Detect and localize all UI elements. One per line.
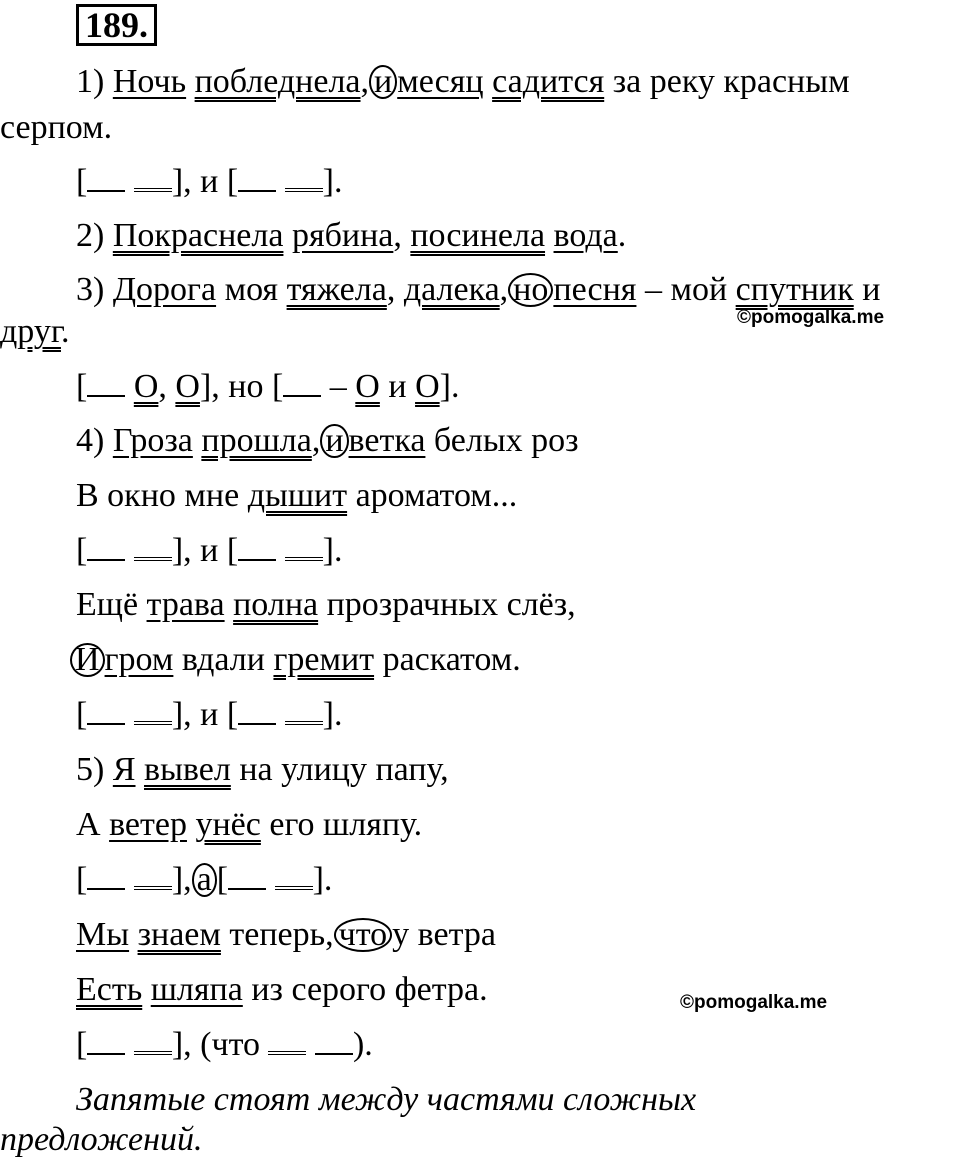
text: белых роз (425, 422, 579, 459)
sentence-5b (76, 805, 422, 845)
punct: , (393, 217, 411, 254)
punct: , (499, 271, 509, 308)
predicate: знаем (137, 916, 221, 953)
bracket: ], но [ (199, 368, 284, 405)
subject-mark (87, 1031, 125, 1055)
text: его шляпу. (260, 806, 423, 843)
text: ароматом... (347, 477, 518, 514)
bracket: ]. (322, 696, 343, 733)
watermark: ©pomogalka.me (737, 307, 885, 328)
predicate-mark (285, 699, 323, 725)
punct: , (311, 422, 321, 459)
schema-5b (76, 1025, 373, 1065)
subject: ветка (348, 422, 426, 459)
subject-mark (283, 373, 321, 397)
subject-mark (87, 168, 125, 192)
bracket: ). (352, 1026, 373, 1063)
text: моя (216, 271, 287, 308)
bracket: ]. (322, 532, 343, 569)
predicate: побледнела (194, 63, 361, 100)
schema-3 (76, 367, 459, 407)
bracket: ]. (312, 861, 333, 898)
bracket: [ (76, 861, 88, 898)
sentence-4d (70, 640, 521, 680)
predicate: вывел (144, 751, 231, 788)
subject-mark (87, 701, 125, 725)
predicate-mark (134, 1029, 172, 1055)
subject-mark (238, 168, 276, 192)
bracket: ], и [ (171, 163, 239, 200)
subject: Мы (76, 916, 130, 953)
sentence-5 (76, 750, 449, 790)
text: вдали (173, 641, 274, 678)
predicate-mark (285, 166, 323, 192)
schema-1 (76, 162, 343, 202)
sentence-5c (76, 915, 496, 955)
predicate: Есть (76, 971, 143, 1008)
subject: Ночь (112, 63, 187, 100)
circled-conjunction: и (320, 424, 348, 458)
sentence-2 (76, 216, 626, 256)
predicate-mark: О (355, 368, 380, 405)
circled-conjunction: и (369, 65, 397, 99)
item-number: 5) (76, 751, 113, 788)
dash: – (321, 368, 356, 405)
bracket: ], (что (171, 1026, 269, 1063)
item-number: 2) (76, 217, 113, 254)
conclusion-line-1: Запятые стоят между частями сложных (76, 1081, 697, 1118)
text: у ветра (392, 916, 496, 953)
bracket: ], и [ (171, 696, 239, 733)
circled-conjunction: а (192, 863, 217, 897)
bracket: [ (76, 163, 88, 200)
subject: гром (104, 641, 174, 678)
sentence-4c (76, 585, 576, 625)
predicate-mark (134, 699, 172, 725)
subject-mark (238, 701, 276, 725)
text: и (853, 271, 881, 308)
text: В окно мне (76, 477, 248, 514)
subject: рябина (291, 217, 394, 254)
punct: , (360, 63, 370, 100)
subject: шляпа (150, 971, 243, 1008)
punct: . (617, 217, 627, 254)
bracket: [ (76, 1026, 88, 1063)
punct: , (386, 271, 404, 308)
subject-mark (228, 866, 266, 890)
bracket: [ (76, 696, 88, 733)
predicate-mark (134, 864, 172, 890)
item-number: 3) (76, 271, 113, 308)
text: за реку красным (604, 63, 850, 100)
text: А (76, 806, 110, 843)
subject: песня (553, 271, 637, 308)
sentence-5d (76, 970, 488, 1010)
predicate-mark (134, 166, 172, 192)
predicate: садится (492, 63, 605, 100)
predicate-mark (285, 535, 323, 561)
circled-conjunction: но (508, 273, 553, 307)
task-number-box: 189. (76, 4, 157, 46)
subject-mark (87, 537, 125, 561)
text: из серого фетра. (242, 971, 488, 1008)
predicate: гремит (273, 641, 375, 678)
item-number: 4) (76, 422, 113, 459)
circled-conjunction: И (70, 643, 105, 677)
watermark: ©pomogalka.me (680, 992, 828, 1013)
subject: Гроза (112, 422, 193, 459)
subject: Я (112, 751, 136, 788)
predicate-mark (268, 1029, 306, 1055)
predicate: полна (233, 586, 319, 623)
text: теперь, (220, 916, 334, 953)
text: и (379, 368, 416, 405)
subject-mark (238, 537, 276, 561)
predicate-mark (134, 535, 172, 561)
bracket: [ (76, 368, 88, 405)
subject-mark (315, 1031, 353, 1055)
predicate: друг (0, 313, 61, 350)
predicate-mark: О (175, 368, 200, 405)
subject: трава (146, 586, 225, 623)
predicate: Покраснела (112, 217, 284, 254)
predicate-mark: О (415, 368, 440, 405)
sentence-1-cont: серпом. (0, 109, 113, 146)
subject: ветер (109, 806, 187, 843)
predicate: посинела (410, 217, 546, 254)
bracket: ], и [ (171, 532, 239, 569)
schema-4a (76, 531, 343, 571)
text: прозрачных слёз, (318, 586, 576, 623)
predicate: далека (403, 271, 500, 308)
sentence-4 (76, 421, 579, 461)
bracket: ]. (439, 368, 460, 405)
bracket: ], (171, 861, 192, 898)
schema-5a (76, 860, 332, 900)
task-number (76, 4, 157, 46)
subject: Дорога (112, 271, 217, 308)
circled-conjunction: что (334, 918, 393, 952)
subject-mark (87, 373, 125, 397)
predicate-mark: О (133, 368, 159, 405)
subject-mark (87, 866, 125, 890)
sentence-1 (76, 62, 850, 102)
predicate: спутник (735, 271, 854, 308)
text: – мой (636, 271, 736, 308)
bracket: [ (216, 861, 229, 898)
subject: вода (553, 217, 618, 254)
punct: , (158, 368, 176, 405)
conclusion-line-2: предложений. (0, 1121, 203, 1158)
sentence-3-cont (0, 312, 69, 352)
predicate-mark (275, 864, 313, 890)
text: раскатом. (374, 641, 521, 678)
predicate: тяжела (286, 271, 387, 308)
bracket: ]. (322, 163, 343, 200)
punct: . (60, 313, 70, 350)
sentence-3 (76, 270, 880, 310)
item-number: 1) (76, 63, 113, 100)
sentence-4b (76, 476, 517, 516)
text: на улицу папу, (230, 751, 449, 788)
schema-4b (76, 695, 343, 735)
predicate: дышит (247, 477, 348, 514)
bracket: [ (76, 532, 88, 569)
text: Ещё (76, 586, 147, 623)
predicate: прошла (201, 422, 312, 459)
predicate: унёс (195, 806, 261, 843)
subject: месяц (397, 63, 484, 100)
